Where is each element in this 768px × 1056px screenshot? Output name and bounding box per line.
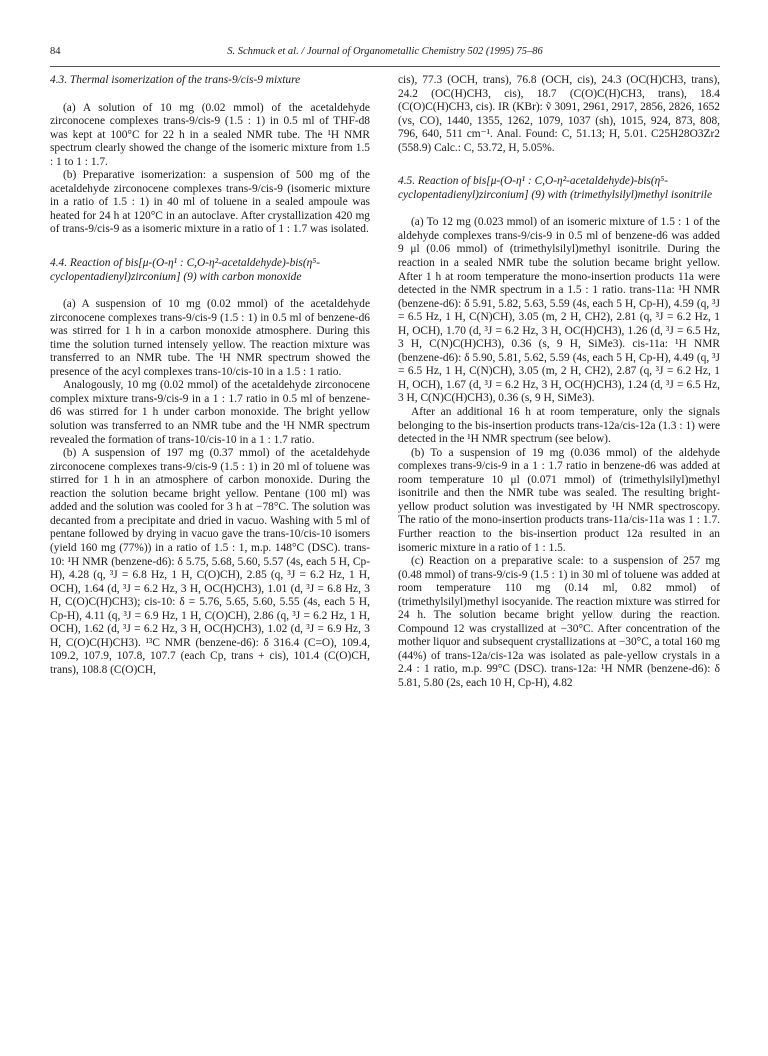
paragraph-continued: cis), 77.3 (OCH, trans), 76.8 (OCH, cis), 24.3 (OC(H)CH3, trans), 24.2 (OC(H)CH3, cis), 18.7 (C(O)C(H)CH3, trans), 18.4 (C(O)C(H)CH3, cis). IR (KBr): ṽ 3091, 2961, 2917, 2856, 2826, 1652 (vs, CO), 1440, 1355, 1262, 1079, 1037 (sh), 1015, 924, 873, 808, 796, 640, 511 cm⁻¹. Anal. Found: C, 51.13; H, 5.01. C25H28O3Zr2 (558.9) Calc.: C, 53.72, H, 5.05%. bbox=[398, 74, 720, 154]
running-head: S. Schmuck et al. / Journal of Organometallic Chemistry 502 (1995) 75–86 bbox=[227, 46, 543, 57]
paragraph: (a) A suspension of 10 mg (0.02 mmol) of the acetaldehyde zirconocene complexes trans-9/cis-9 (1.5 : 1) in 0.5 ml of benzene-d6 was stirred for 1 h in a carbon monoxide atmosphere. During this time the solution turned intensely yellow. The reaction mixture was transferred to an NMR tube. The ¹H NMR spectrum showed the presence of the acyl complexes trans-10/cis-10 in a 1.5 : 1 ratio. bbox=[50, 298, 370, 378]
section-4-3-heading: 4.3. Thermal isomerization of the trans-9/cis-9 mixture bbox=[50, 74, 301, 86]
paragraph: (b) A suspension of 197 mg (0.37 mmol) of the acetaldehyde zirconocene complexes trans-9/cis-9 (1.5 : 1) in 20 ml of toluene was stirred for 1 h in an atmosphere of carbon monoxide. During the reaction the solution became bright yellow. Pentane (100 ml) was added and the solution was cooled for 3 h at −78°C. The solution was decanted from a precipitate and dried in vacuo. Washing with 5 ml of pentane followed by drying in vacuo gave the trans-10/cis-10 isomers (yield 160 mg (77%)) in a ratio of 1.5 : 1, m.p. 148°C (DSC). trans-10: ¹H NMR (benzene-d6): δ 5.75, 5.68, 5.60, 5.57 (4s, each 5 H, Cp-H), 4.28 (q, ³J = 6.8 Hz, 1 H, C(O)CH), 2.85 (q, ³J = 6.2 Hz, 1 H, OCH), 1.64 (d, ³J = 6.2 Hz, 3 H, OC(H)CH3), 1.01 (d, ³J = 6.8 Hz, 3 H, C(O)C(H)CH3); cis-10: δ = 5.76, 5.65, 5.60, 5.55 (4s, each 5 H, Cp-H), 4.11 (q, ³J = 6.9 Hz, 1 H, C(O)CH), 2.86 (q, ³J = 6.2 Hz, 1 H, OCH), 1.62 (d, ³J = 6.2 Hz, 3 H, OC(H)CH3), 1.02 (d, ³J = 6.9 Hz, 3 H, C(O)C(H)CH3). ¹³C NMR (benzene-d6): δ 316.4 (C=O), 109.4, 109.2, 107.9, 107.8, 107.7 (each Cp, trans + cis), 101.4 (C(O)CH, trans), 108.8 (C(O)CH, bbox=[50, 447, 370, 676]
header-rule bbox=[50, 66, 720, 67]
section-4-4-heading: 4.4. Reaction of bis[μ-(O-η¹ : C,O-η²-acetaldehyde)-bis(η⁵-cyclopentadienyl)zirconium] (9) with carbon monoxide bbox=[50, 257, 321, 283]
right-column bbox=[398, 74, 720, 691]
paragraph: (c) Reaction on a preparative scale: to a suspension of 257 mg (0.48 mmol) of trans-9/cis-9 (1.5 : 1) in 30 ml of toluene was added at room temperature 110 mg (0.14 ml, 0.82 mmol) of (trimethylsilyl)methyl isocyanide. The reaction mixture was stirred for 24 h. The solution became bright yellow during the reaction. Compound 12 was crystallized at −30°C. After concentration of the mother liquor and subsequent crystallizations at −30°C, a total 160 mg (44%) of trans-12a/cis-12a was isolated as pale-yellow crystals in a 2.4 : 1 ratio, m.p. 99°C (DSC). trans-12a: ¹H NMR (benzene-d6): δ 5.81, 5.80 (2s, each 10 H, Cp-H), 4.82 bbox=[398, 555, 720, 689]
paragraph: (b) To a suspension of 19 mg (0.036 mmol) of the aldehyde complexes trans-9/cis-9 in a 1 : 1.7 ratio in benzene-d6 was added at room temperature 10 μl (0.071 mmol) of (trimethylsilyl)methyl isonitrile and then the NMR tube was sealed. The resulting bright-yellow product solution was investigated by ¹H NMR spectroscopy. The ratio of the mono-insertion products trans-11a/cis-11a was 1 : 1.7. Further reaction to the bis-insertion product 12a resulted in an isomeric mixture in a ratio of 1 : 1.5. bbox=[398, 446, 720, 554]
paragraph: Analogously, 10 mg (0.02 mmol) of the acetaldehyde zirconocene complex mixture trans-9/cis-9 in a 1 : 1.7 ratio in 0.5 ml of benzene-d6 was stirred for 1 h under carbon monoxide. The bright yellow solution was transferred to an NMR tube and the ¹H NMR spectrum revealed the formation of trans-10/cis-10 in a 1 : 1.7 ratio. bbox=[50, 379, 370, 446]
paragraph: (a) To 12 mg (0.023 mmol) of an isomeric mixture of 1.5 : 1 of the aldehyde complexes trans-9/cis-9 in 0.5 ml of benzene-d6 was added 9 μl (0.06 mmol) of (trimethylsilyl)methyl isonitrile. During the reaction in a sealed NMR tube the solution became bright yellow. After 1 h at room temperature the mono-insertion products 11a were detected in the NMR spectrum in a 1.5 : 1 ratio. trans-11a: ¹H NMR (benzene-d6): δ 5.91, 5.82, 5.63, 5.59 (4s, each 5 H, Cp-H), 4.59 (q, ³J = 6.5 Hz, 1 H, C(N)CH), 3.05 (m, 2 H, CH2), 2.81 (q, ³J = 6.2 Hz, 1 H, OCH), 1.70 (d, ³J = 6.2 Hz, 3 H, OC(H)CH3), 1.26 (d, ³J = 6.5 Hz, 3 H, C(N)C(H)CH3), 0.36 (s, 9 H, SiMe3). cis-11a: ¹H NMR (benzene-d6): δ 5.90, 5.81, 5.62, 5.59 (4s, each 5 H, Cp-H), 4.49 (q, ³J = 6.5 Hz, 1 H, C(N)CH), 3.05 (m, 2 H, CH2), 2.87 (q, ³J = 6.2 Hz, 1 H, OCH), 1.67 (d, ³J = 6.2 Hz, 3 H, OC(H)CH3), 1.24 (d, ³J = 6.5 Hz, 3 H, C(N)C(H)CH3), 0.36 (s, 9 H, SiMe3). bbox=[398, 216, 720, 405]
left-column bbox=[50, 74, 370, 677]
page-number: 84 bbox=[50, 46, 61, 57]
paragraph: (b) Preparative isomerization: a suspension of 500 mg of the acetaldehyde zirconocene complexes trans-9/cis-9 (isomeric mixture in a ratio of 1.5 : 1) in 40 ml of toluene in a sealed ampoule was heated for 24 h at 120°C in an autoclave. After crystallization 420 mg of trans-9/cis-9 as a isomeric mixture in a ratio of 1 : 1.7 was isolated. bbox=[50, 169, 370, 236]
page-header bbox=[50, 46, 720, 60]
section-4-5-heading: 4.5. Reaction of bis[μ-(O-η¹ : C,O-η²-acetaldehyde)-bis(η⁵-cyclopentadienyl)zirconium] (9) with (trimethylsilyl)methyl isonitrile bbox=[398, 175, 713, 201]
paragraph: After an additional 16 h at room temperature, only the signals belonging to the bis-insertion products trans-12a/cis-12a (1.3 : 1) were detected in the ¹H NMR spectrum (see below). bbox=[398, 406, 720, 446]
paragraph: (a) A solution of 10 mg (0.02 mmol) of the acetaldehyde zirconocene complexes trans-9/cis-9 (1.5 : 1) in 0.5 ml of THF-d8 was kept at 100°C for 22 h in a sealed NMR tube. The ¹H NMR spectrum clearly showed the change of the isomeric mixture from 1.5 : 1 to 1 : 1.7. bbox=[50, 101, 370, 168]
